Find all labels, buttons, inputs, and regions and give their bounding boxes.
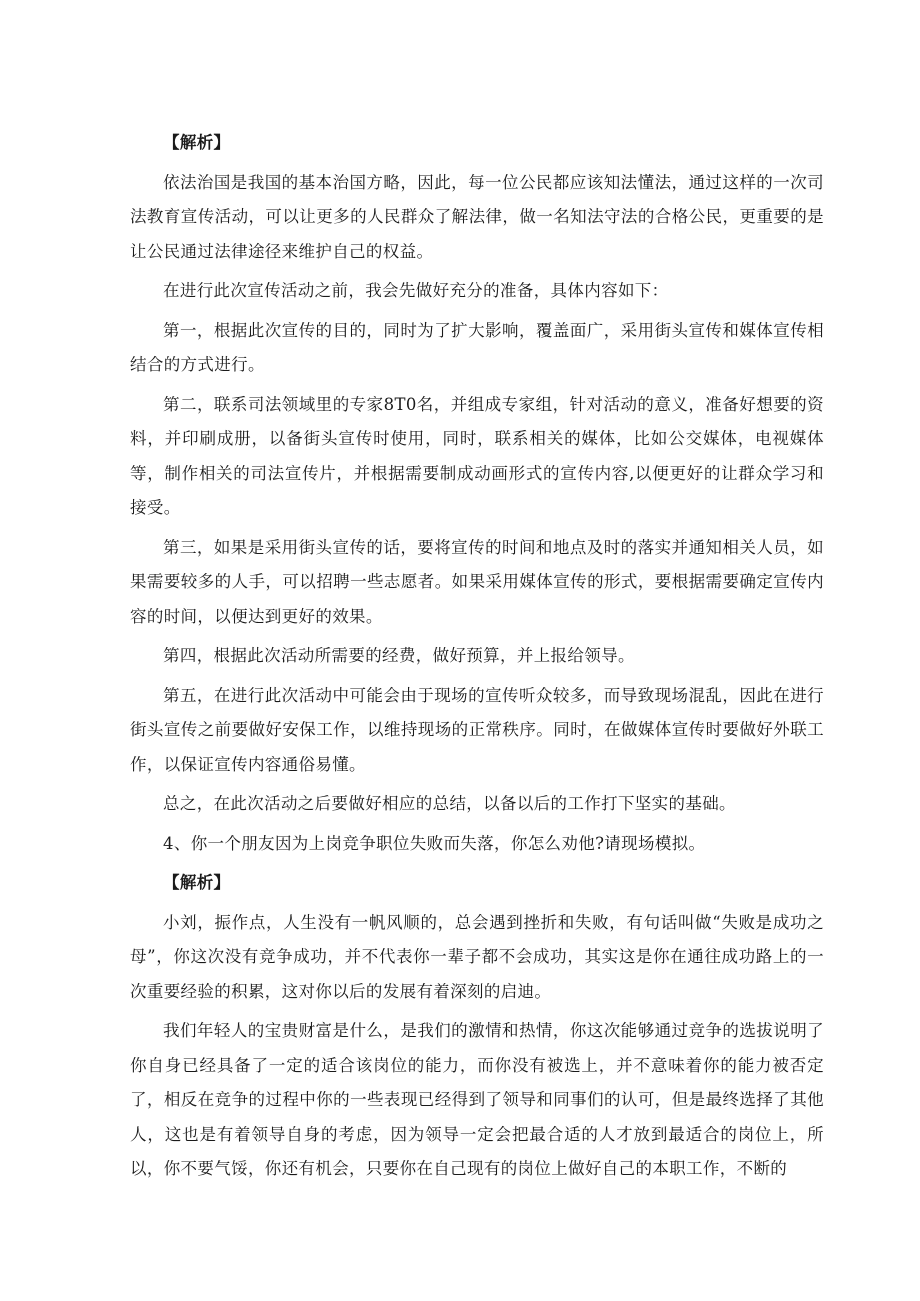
- section-heading-analysis-2: 【解析】: [163, 873, 231, 892]
- paragraph-preparation-intro: 在进行此次宣传活动之前，我会先做好充分的准备，具体内容如下：: [163, 281, 669, 300]
- paragraph-step-two: 第二，联系司法领域里的专家8T0名，并组成专家组，针对活动的意义，准备好想要的资料，并印刷成册，以备街头宣传时使用，同时，联系相关的媒体，比如公交媒体，电视媒体等，制作相关的司法宣传片，并根据需要制成动画形式的宣传内容,以便更好的让群众学习和接受。: [130, 394, 824, 517]
- paragraph-young-people: 我们年轻人的宝贵财富是什么，是我们的激情和热情，你这次能够通过竞争的选拔说明了你自身已经具备了一定的适合该岗位的能力，而你没有被选上，并不意味着你的能力被否定了，相反在竞争的过程中你的一些表现已经得到了领导和同事们的认可，但是最终选择了其他人，这也是有着领导自身的考虑，因为领导一定会把最合适的人才放到最适合的岗位上，所以，你不要气馁，你还有机会，只要你在自己现有的岗位上做好自己的本职工作，不断的: [130, 1021, 824, 1178]
- paragraph-step-five: 第五，在进行此次活动中可能会由于现场的宣传听众较多，而导致现场混乱，因此在进行街头宣传之前要做好安保工作，以维持现场的正常秩序。同时，在做媒体宣传时要做好外联工作，以保证宣传内容通俗易懂。: [130, 685, 824, 774]
- paragraph-summary: 总之，在此次活动之后要做好相应的总结，以备以后的工作打下坚实的基础。: [163, 794, 736, 813]
- paragraph-rule-of-law: 依法治国是我国的基本治国方略，因此，每一位公民都应该知法懂法，通过这样的一次司法教育宣传活动，可以让更多的人民群众了解法律，做一名知法守法的合格公民，更重要的是让公民通过法律途径来维护自己的权益。: [130, 172, 824, 261]
- paragraph-step-four: 第四，根据此次活动所需要的经费，做好预算，并上报给领导。: [163, 646, 635, 665]
- document-page: [130, 126, 824, 1187]
- paragraph-step-one: 第一，根据此次宣传的目的，同时为了扩大影响，覆盖面广，采用街头宣传和媒体宣传相结合的方式进行。: [130, 320, 824, 374]
- paragraph-encourage-friend: 小刘，振作点，人生没有一帆风顺的，总会遇到挫折和失败，有句话叫做“失败是成功之母”，你这次没有竞争成功，并不代表你一辈子都不会成功，其实这是你在通往成功路上的一次重要经验的积累，这对你以后的发展有着深刻的启迪。: [130, 912, 824, 1001]
- paragraph-step-three: 第三，如果是采用街头宣传的话，要将宣传的时间和地点及时的落实并通知相关人员，如果需要较多的人手，可以招聘一些志愿者。如果采用媒体宣传的形式，要根据需要确定宣传内容的时间，以便达到更好的效果。: [130, 537, 824, 626]
- question-four: 4、你一个朋友因为上岗竞争职位失败而失落，你怎么劝他?请现场模拟。: [163, 833, 706, 853]
- section-heading-analysis-1: 【解析】: [163, 133, 231, 152]
